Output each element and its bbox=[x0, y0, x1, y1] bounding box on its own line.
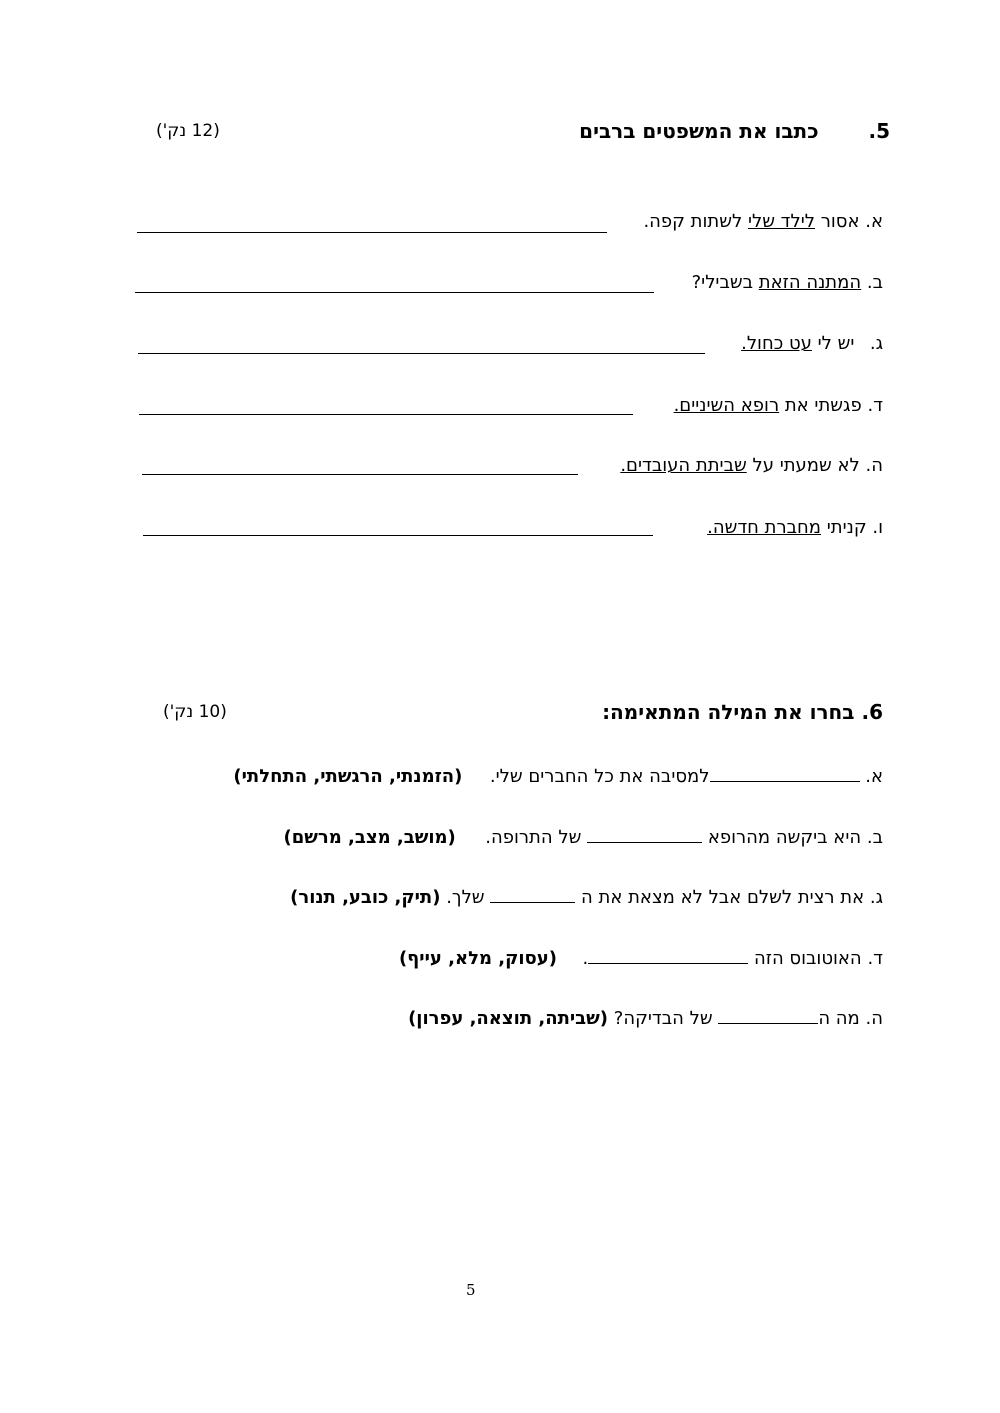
s5-answer-line-b[interactable] bbox=[135, 292, 654, 293]
s5-item-d: ד. פגשתי את רופא השיניים. bbox=[673, 395, 883, 416]
s6-item-e: ה. מה ה של הבדיקה? (שביתה, תוצאה, עפרון) bbox=[408, 1005, 883, 1029]
s6-options-a: (הזמנתי, הרגשתי, התחלתי) bbox=[233, 766, 463, 787]
s6-item-a: א. למסיבה את כל החברים שלי. (הזמנתי, הרגשתי, התחלתי) bbox=[233, 763, 883, 787]
s6-options-c: (תיק, כובע, תנור) bbox=[290, 887, 441, 908]
section5-heading bbox=[579, 119, 890, 143]
page-number: 5 bbox=[466, 1281, 476, 1299]
section6-heading bbox=[602, 700, 883, 724]
s5-item-a: א. אסור לילד שלי לשתות קפה. bbox=[643, 211, 883, 232]
s6-item-d: ד. האוטובוס הזה . (עסוק, מלא, עייף) bbox=[399, 945, 883, 969]
s5-answer-line-a[interactable] bbox=[137, 232, 607, 233]
section5-points: (12 נק') bbox=[156, 121, 220, 141]
section6-number: 6. bbox=[861, 700, 883, 724]
s6-item-c: ג. את רצית לשלם אבל לא מצאת את ה שלך. (תיק, כובע, תנור) bbox=[290, 884, 883, 908]
s6-item-b: ב. היא ביקשה מהרופא של התרופה. (מושב, מצב, מרשם) bbox=[283, 824, 883, 848]
s5-answer-line-f[interactable] bbox=[143, 535, 653, 536]
section6-title: בחרו את המילה המתאימה: bbox=[602, 700, 855, 724]
s6-blank-a[interactable] bbox=[710, 763, 860, 782]
s5-answer-line-e[interactable] bbox=[142, 474, 578, 475]
s5-item-f: ו. קניתי מחברת חדשה. bbox=[707, 517, 883, 538]
s6-blank-d[interactable] bbox=[588, 945, 748, 964]
s5-answer-line-c[interactable] bbox=[138, 353, 705, 354]
s6-blank-c[interactable] bbox=[490, 884, 575, 903]
s6-blank-b[interactable] bbox=[587, 824, 702, 843]
s6-options-e: (שביתה, תוצאה, עפרון) bbox=[408, 1008, 609, 1029]
section5-number: 5. bbox=[868, 119, 890, 143]
s5-item-c: ג. יש לי עט כחול. bbox=[741, 333, 883, 354]
s5-answer-line-d[interactable] bbox=[139, 414, 633, 415]
s6-options-b: (מושב, מצב, מרשם) bbox=[283, 827, 456, 848]
section6-points: (10 נק') bbox=[163, 702, 227, 722]
s6-blank-e[interactable] bbox=[718, 1005, 818, 1024]
s5-item-e: ה. לא שמעתי על שביתת העובדים. bbox=[620, 455, 883, 476]
s6-options-d: (עסוק, מלא, עייף) bbox=[398, 948, 558, 969]
section5-title: כתבו את המשפטים ברבים bbox=[579, 119, 819, 143]
s5-item-b: ב. המתנה הזאת בשבילי? bbox=[691, 272, 883, 293]
